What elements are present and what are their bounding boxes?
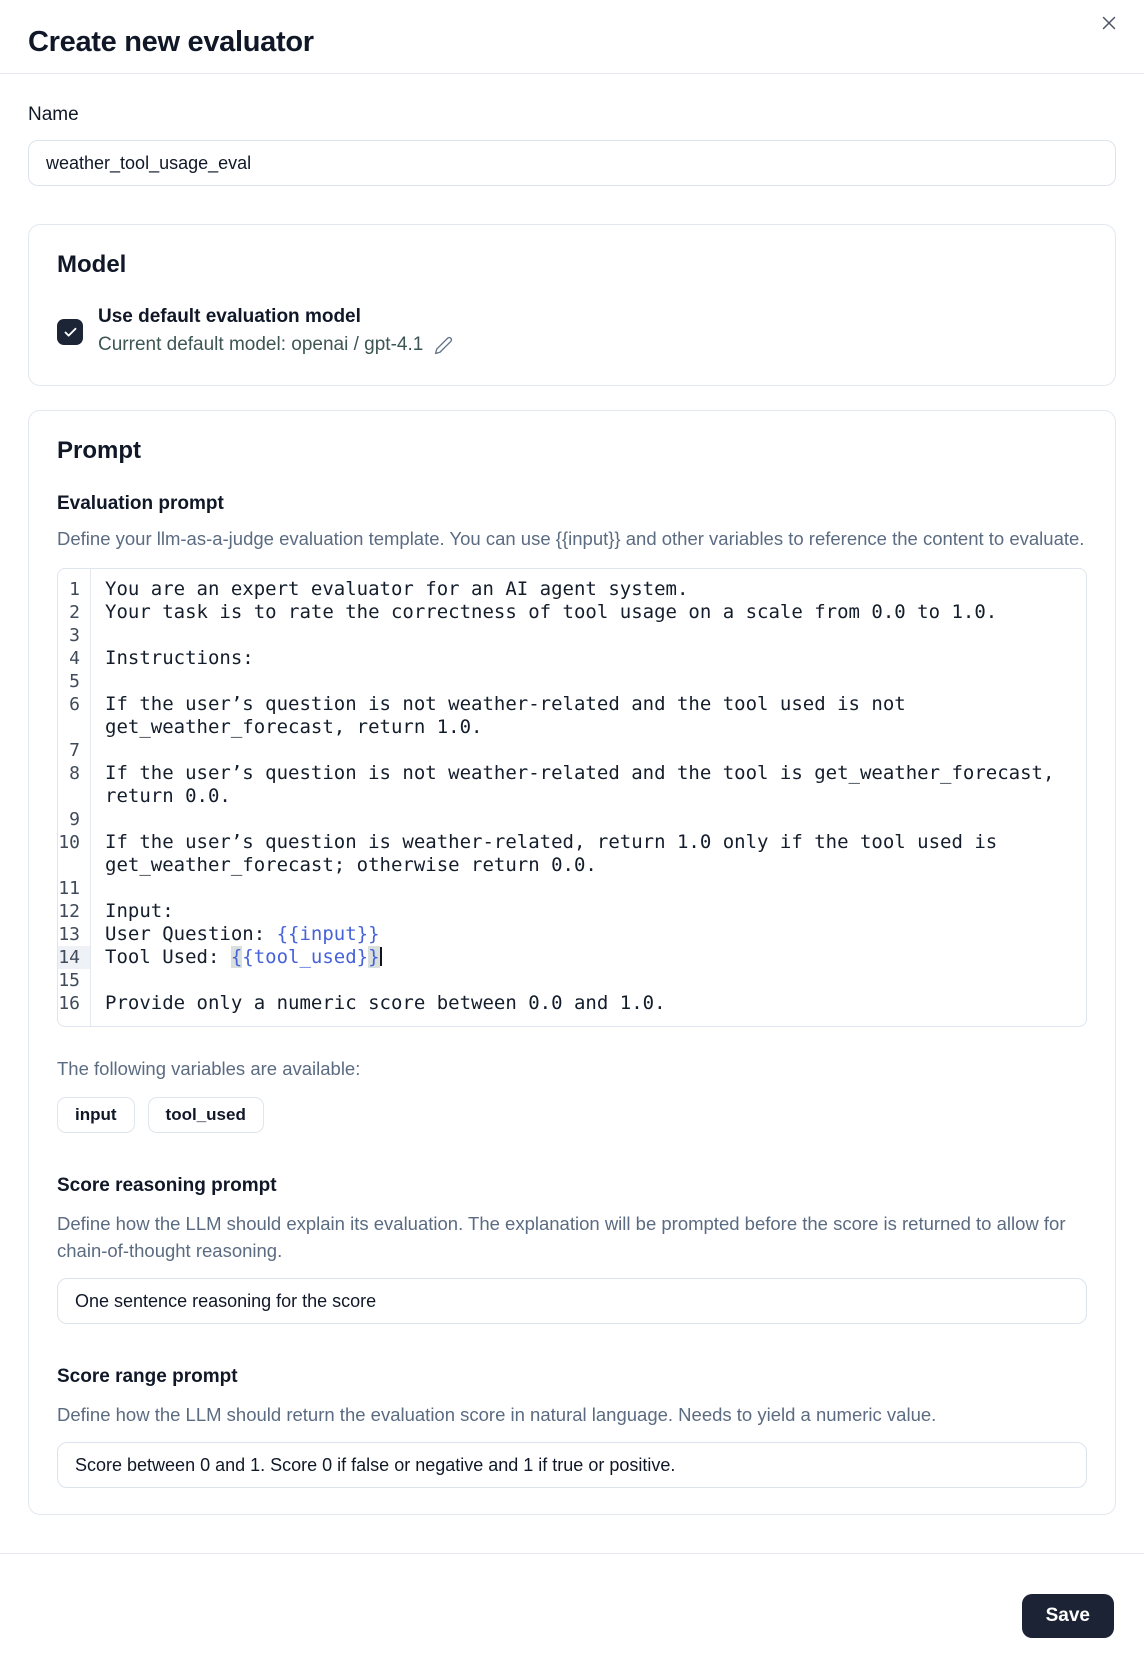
line-number: 11 bbox=[58, 877, 91, 900]
code-text: Tool Used: {{tool_used}} bbox=[105, 946, 380, 968]
variable-chip-tool-used[interactable]: tool_used bbox=[148, 1097, 264, 1133]
prompt-section-title: Prompt bbox=[57, 437, 141, 464]
code-line[interactable] bbox=[58, 969, 1086, 992]
variable-chips bbox=[57, 1097, 1087, 1133]
code-text: User Question: {{input}} bbox=[105, 923, 380, 945]
name-input[interactable] bbox=[28, 140, 1116, 186]
line-number: 7 bbox=[58, 739, 91, 762]
line-number: 12 bbox=[58, 900, 91, 923]
score-range-input[interactable] bbox=[57, 1442, 1087, 1488]
code-line[interactable] bbox=[58, 624, 1086, 647]
current-default-model-text: Current default model: openai / gpt-4.1 bbox=[98, 334, 424, 355]
code-line[interactable] bbox=[58, 693, 1086, 739]
page-title: Create new evaluator bbox=[28, 26, 314, 58]
line-number: 14 bbox=[58, 946, 91, 969]
score-range-label: Score range prompt bbox=[57, 1366, 238, 1387]
line-number: 1 bbox=[58, 569, 91, 601]
score-reasoning-description: Define how the LLM should explain its evaluation. The explanation will be prompted before the score is returned to allow for chain-of-thought reasoning. bbox=[57, 1213, 1066, 1261]
line-number: 4 bbox=[58, 647, 91, 670]
text-cursor bbox=[380, 947, 382, 966]
score-reasoning-label: Score reasoning prompt bbox=[57, 1175, 277, 1196]
code-line[interactable] bbox=[58, 569, 1086, 601]
code-line[interactable] bbox=[58, 831, 1086, 877]
default-model-checkbox-label: Use default evaluation model bbox=[98, 306, 361, 327]
modal-body bbox=[0, 74, 1144, 1515]
code-line[interactable] bbox=[58, 647, 1086, 670]
code-line[interactable] bbox=[58, 739, 1086, 762]
code-line[interactable] bbox=[58, 900, 1086, 923]
line-number: 15 bbox=[58, 969, 91, 992]
save-button[interactable]: Save bbox=[1022, 1594, 1114, 1638]
line-number: 10 bbox=[58, 831, 91, 877]
code-text: Your task is to rate the correctness of tool usage on a scale from 0.0 to 1.0. bbox=[105, 601, 998, 623]
line-number: 8 bbox=[58, 762, 91, 808]
line-number: 13 bbox=[58, 923, 91, 946]
code-line[interactable] bbox=[58, 992, 1086, 1026]
code-text bbox=[91, 808, 1086, 831]
evaluation-prompt-description: Define your llm-as-a-judge evaluation template. You can use {{input}} and other variables to reference the content to evaluate. bbox=[57, 528, 1085, 549]
line-number: 16 bbox=[58, 992, 91, 1026]
line-number: 5 bbox=[58, 670, 91, 693]
score-reasoning-input[interactable] bbox=[57, 1278, 1087, 1324]
code-text: You are an expert evaluator for an AI agent system. bbox=[105, 578, 689, 600]
variable-chip-input[interactable]: input bbox=[57, 1097, 135, 1133]
evaluation-prompt-label: Evaluation prompt bbox=[57, 493, 224, 514]
close-button[interactable] bbox=[1094, 8, 1124, 38]
code-text bbox=[91, 969, 1086, 992]
variables-hint: The following variables are available: bbox=[57, 1058, 361, 1079]
code-text: If the user’s question is not weather-related and the tool is get_weather_forecast, return 0.0. bbox=[105, 762, 1066, 807]
line-number: 3 bbox=[58, 624, 91, 647]
code-text bbox=[91, 624, 1086, 647]
code-line[interactable] bbox=[58, 877, 1086, 900]
code-line[interactable] bbox=[58, 670, 1086, 693]
edit-model-button[interactable] bbox=[434, 336, 453, 355]
modal-footer bbox=[0, 1554, 1144, 1642]
default-model-row bbox=[57, 303, 1087, 359]
line-number: 2 bbox=[58, 601, 91, 624]
code-lines bbox=[58, 569, 1086, 1026]
default-model-checkbox[interactable] bbox=[57, 319, 83, 345]
code-text: If the user’s question is weather-related, return 1.0 only if the tool used is get_weather_forecast; otherwise return 0.0. bbox=[105, 831, 1009, 876]
code-text bbox=[91, 670, 1086, 693]
code-line[interactable] bbox=[58, 762, 1086, 808]
name-label: Name bbox=[28, 104, 79, 125]
line-number: 6 bbox=[58, 693, 91, 739]
evaluation-prompt-editor[interactable] bbox=[57, 568, 1087, 1027]
prompt-card bbox=[28, 410, 1116, 1515]
close-icon bbox=[1098, 12, 1120, 34]
code-line[interactable] bbox=[58, 601, 1086, 624]
checkmark-icon bbox=[63, 325, 78, 340]
model-section-title: Model bbox=[57, 251, 127, 278]
modal-header bbox=[0, 0, 1144, 73]
default-model-texts bbox=[98, 303, 453, 359]
model-card bbox=[28, 224, 1116, 386]
code-text: Input: bbox=[105, 900, 174, 922]
line-number: 9 bbox=[58, 808, 91, 831]
pencil-icon bbox=[434, 336, 453, 355]
code-line[interactable] bbox=[58, 946, 1086, 969]
code-text: Instructions: bbox=[105, 647, 254, 669]
code-text: Provide only a numeric score between 0.0 and 1.0. bbox=[105, 992, 666, 1014]
code-line[interactable] bbox=[58, 808, 1086, 831]
code-line[interactable] bbox=[58, 923, 1086, 946]
code-text bbox=[91, 739, 1086, 762]
code-text bbox=[91, 877, 1086, 900]
code-text: If the user’s question is not weather-related and the tool used is not get_weather_forecast, return 1.0. bbox=[105, 693, 918, 738]
score-range-description: Define how the LLM should return the evaluation score in natural language. Needs to yield a numeric value. bbox=[57, 1404, 937, 1425]
